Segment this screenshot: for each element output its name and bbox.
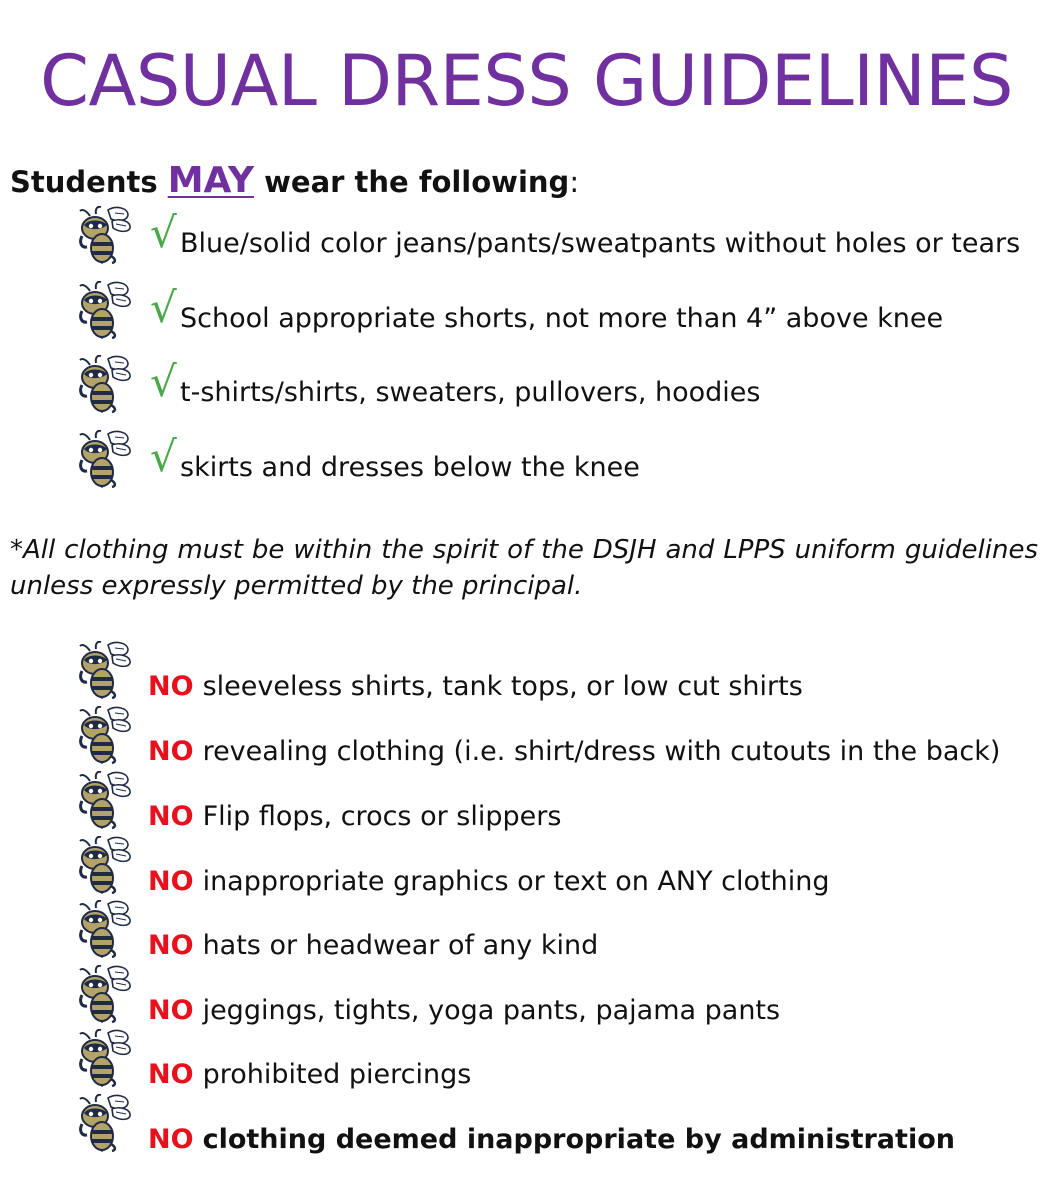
no-list-item [78, 836, 1038, 898]
no-list-item [78, 641, 1038, 703]
no-label: NO [148, 995, 194, 1026]
no-label: NO [148, 866, 194, 897]
heading-suffix: wear the following [264, 165, 570, 199]
yellow-jacket-mascot-icon [78, 355, 132, 413]
may-item-text: t-shirts/shirts, sweaters, pullovers, hoodies [180, 377, 761, 408]
yellow-jacket-mascot-icon [78, 836, 132, 894]
may-list-item [78, 355, 1038, 417]
may-item-text: skirts and dresses below the knee [180, 452, 640, 483]
yellow-jacket-mascot-icon [78, 281, 132, 339]
green-check-icon: √ [150, 357, 177, 406]
heading-prefix: Students [10, 165, 158, 199]
yellow-jacket-mascot-icon [78, 900, 132, 958]
no-item-text: hats or headwear of any kind [202, 930, 599, 961]
no-label: NO [148, 930, 194, 961]
green-check-icon: √ [150, 208, 177, 257]
yellow-jacket-mascot-icon [78, 1029, 132, 1087]
yellow-jacket-mascot-icon [78, 641, 132, 699]
may-list-item [78, 281, 1038, 343]
page-title: CASUAL DRESS GUIDELINES [40, 40, 1013, 122]
may-list-item [78, 430, 1038, 492]
no-label: NO [148, 1059, 194, 1090]
yellow-jacket-mascot-icon [78, 771, 132, 829]
yellow-jacket-mascot-icon [78, 965, 132, 1023]
no-label: NO [148, 1124, 194, 1155]
no-list-item [78, 900, 1038, 962]
may-item-text: Blue/solid color jeans/pants/sweatpants without holes or tears [180, 228, 1021, 259]
uniform-guidelines-note: *All clothing must be within the spirit of the DSJH and LPPS uniform guidelines unless expressly permitted by the principal. [10, 535, 1038, 601]
heading-colon: : [569, 165, 580, 199]
no-item-text: jeggings, tights, yoga pants, pajama pants [202, 995, 781, 1026]
yellow-jacket-mascot-icon [78, 206, 132, 264]
no-item-text: Flip flops, crocs or slippers [202, 801, 562, 832]
heading-may-keyword: MAY [167, 160, 255, 201]
yellow-jacket-mascot-icon [78, 430, 132, 488]
no-item-text: prohibited piercings [202, 1059, 472, 1090]
no-item-text: inappropriate graphics or text on ANY clothing [202, 866, 830, 897]
yellow-jacket-mascot-icon [78, 1094, 132, 1152]
no-list-item [78, 1029, 1038, 1091]
no-list-item [78, 1094, 1038, 1156]
may-section-heading [10, 160, 579, 201]
no-list-item [78, 771, 1038, 833]
may-list-item [78, 206, 1038, 268]
may-item-text: School appropriate shorts, not more than 4” above knee [180, 303, 944, 334]
no-label: NO [148, 671, 194, 702]
green-check-icon: √ [150, 432, 177, 481]
no-label: NO [148, 801, 194, 832]
yellow-jacket-mascot-icon [78, 706, 132, 764]
green-check-icon: √ [150, 283, 177, 332]
no-list-item [78, 706, 1038, 768]
no-list-item [78, 965, 1038, 1027]
no-item-text: revealing clothing (i.e. shirt/dress with cutouts in the back) [202, 736, 1001, 767]
no-item-text: sleeveless shirts, tank tops, or low cut shirts [202, 671, 803, 702]
no-label: NO [148, 736, 194, 767]
no-item-text: clothing deemed inappropriate by administration [202, 1124, 955, 1155]
